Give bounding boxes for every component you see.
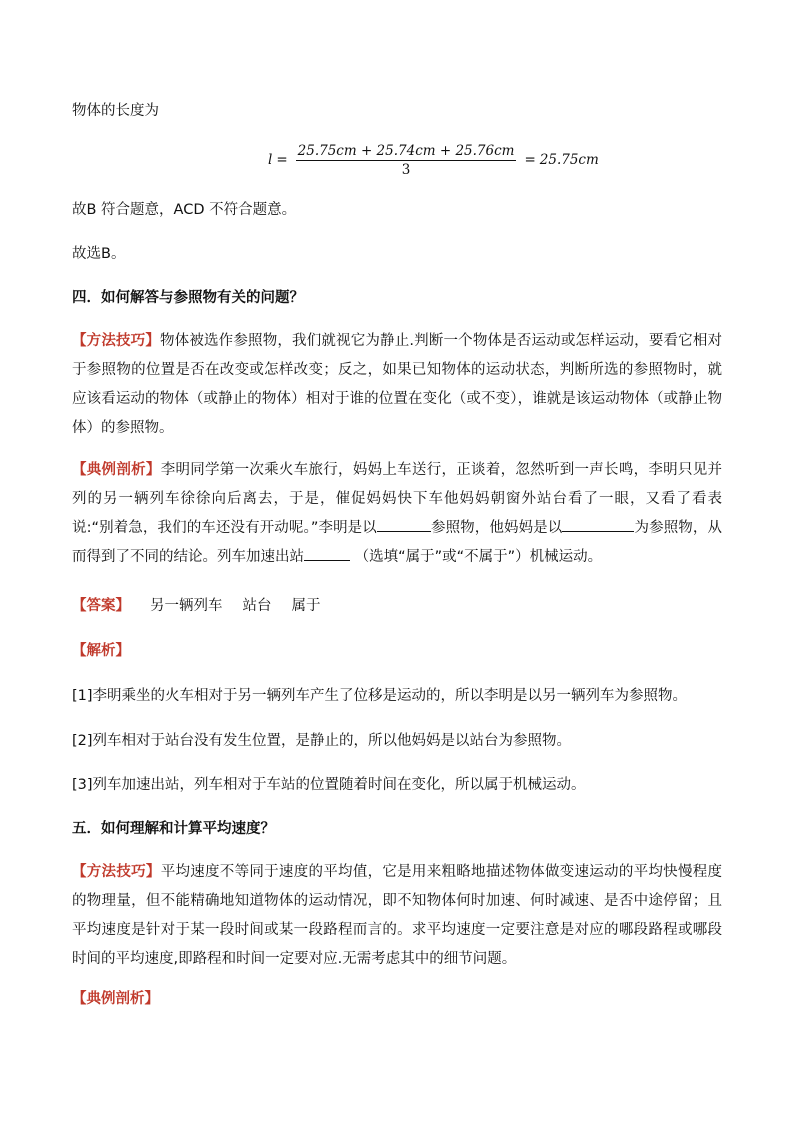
answer-blank-3: [304, 544, 350, 561]
answer-blank-1: [377, 515, 431, 532]
method-tag: 【方法技巧】: [72, 333, 161, 349]
method-tag: 【方法技巧】: [72, 864, 161, 880]
conclusion-b: 故B 符合题意，ACD 不符合题意。: [72, 202, 297, 218]
example-text: （选填“属于”或“不属于”）机械运动。: [350, 549, 603, 565]
analysis-item: [2]列车相对于站台没有发生位置，是静止的，所以他妈妈是以站台为参照物。: [72, 733, 572, 749]
formula-numerator: 25.75cm + 25.74cm + 25.76cm: [297, 142, 515, 159]
analysis-tag: 【解析】: [72, 643, 130, 659]
section5-heading: 五．如何理解和计算平均速度？: [72, 821, 275, 837]
analysis-heading: [72, 637, 722, 666]
choose-b: 故选B。: [72, 246, 126, 262]
example-tag: 【典例剖析】: [72, 991, 159, 1007]
section4-method-paragraph: [72, 327, 722, 443]
method-text: 物体被选作参照物，我们就视它为静止.判断一个物体是否运动或怎样运动，要看它相对于参照物的位置是否在改变或怎样改变；反之，如果已知物体的运动状态，判断所选的参照物时，就应该看运动的物体（或静止的物体）相对于谁的位置在变化（或不变），谁就是该运动物体（或静止物体）的参照物。: [72, 333, 723, 436]
answer-blank-2: [562, 515, 634, 532]
length-formula: [268, 140, 599, 180]
formula-denominator: 3: [401, 161, 411, 178]
formula-result: 25.75cm: [539, 152, 599, 168]
example-text: 参照物，他妈妈是以: [430, 520, 563, 536]
formula-equals: =: [276, 152, 288, 168]
section4-heading: 四．如何解答与参照物有关的问题？: [72, 290, 304, 306]
section5-method-paragraph: [72, 858, 722, 974]
intro-line: 物体的长度为: [72, 103, 159, 119]
example-text: 为参照物，从而得到了不同的结论。列车加速出站: [72, 520, 722, 565]
answer-item: 属于: [291, 598, 321, 614]
formula-fraction: [296, 143, 517, 178]
formula-lhs: l: [268, 152, 273, 168]
answer-item: 另一辆列车: [150, 598, 223, 614]
analysis-item: [1]李明乘坐的火车相对于另一辆列车产生了位移是运动的，所以李明是以另一辆列车为参照物。: [72, 688, 688, 704]
section4-example-paragraph: [72, 456, 722, 572]
answer-tag: 【答案】: [72, 598, 130, 614]
example-text: 李明同学第一次乘火车旅行，妈妈上车送行，正谈着，忽然听到一声长鸣，李明只见并列的另一辆列车徐徐向后离去，于是，催促妈妈快下车他妈妈朝窗外站台看了一眼，又看了看表说:“别着急，我们的车还没有开动呢。”李明是以: [72, 462, 723, 536]
answer-line: [72, 592, 722, 621]
analysis-item: [3]列车加速出站，列车相对于车站的位置随着时间在变化，所以属于机械运动。: [72, 777, 586, 793]
answer-item: 站台: [242, 598, 272, 614]
formula-equals: =: [524, 152, 536, 168]
method-text: 平均速度不等同于速度的平均值，它是用来粗略地描述物体做变速运动的平均快慢程度的物理量，但不能精确地知道物体的运动情况，即不知物体何时加速、何时减速、是否中途停留；且平均速度是针对于某一段时间或某一段路程而言的。求平均速度一定要注意是对应的哪段路程或哪段时间的平均速度,即路程和时间一定要对应.无需考虑其中的细节问题。: [72, 864, 723, 967]
section5-example-heading: [72, 985, 722, 1014]
example-tag: 【典例剖析】: [72, 462, 161, 478]
